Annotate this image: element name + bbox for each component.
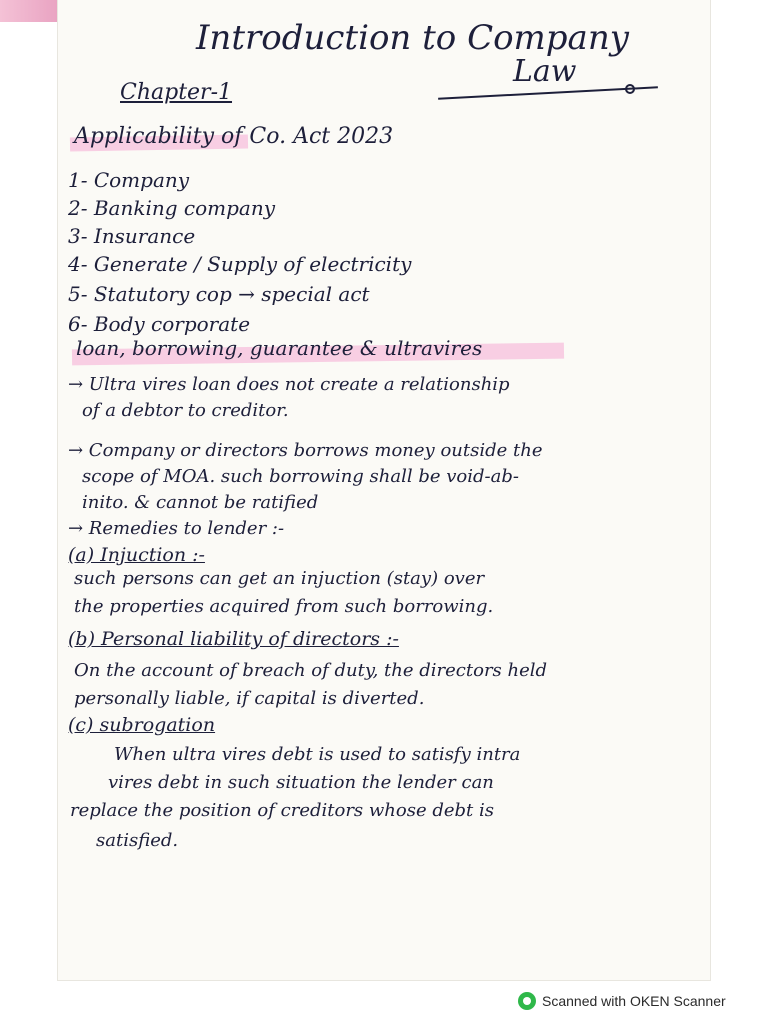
list-item: 2- Banking company [68, 196, 276, 220]
note-line: When ultra vires debt is used to satisfy intra [114, 744, 521, 765]
title-line-1: Introduction to Company [196, 18, 629, 58]
note-line: → Company or directors borrows money outside the [68, 440, 543, 461]
section-heading-applicability: Applicability of Co. Act 2023 [74, 124, 394, 149]
note-line: vires debt in such situation the lender can [108, 772, 494, 793]
chapter-label: Chapter-1 [120, 80, 233, 105]
note-line: the properties acquired from such borrowing. [74, 596, 494, 617]
note-line: satisfied. [96, 830, 179, 851]
note-line: → Remedies to lender :- [68, 518, 285, 539]
list-item: 3- Insurance [68, 224, 196, 248]
oken-scanner-logo-icon [518, 992, 536, 1010]
note-line: On the account of breach of duty, the directors held [74, 660, 548, 681]
page-edge-highlight [0, 0, 58, 22]
subheading-subrogation: (c) subrogation [68, 714, 216, 736]
watermark-text: Scanned with OKEN Scanner [542, 993, 726, 1009]
scanner-watermark [518, 990, 726, 1012]
note-line: inito. & cannot be ratified [82, 492, 319, 513]
list-item: 6- Body corporate [68, 312, 251, 336]
note-line: personally liable, if capital is diverted. [74, 688, 425, 709]
note-line: scope of MOA. such borrowing shall be void-ab- [82, 466, 519, 487]
notebook-page [58, 0, 710, 980]
title-line-2: Law [513, 54, 577, 89]
note-line: replace the position of creditors whose debt is [70, 800, 494, 821]
note-line: → Ultra vires loan does not create a relationship [68, 374, 510, 395]
list-item: 5- Statutory cop → special act [68, 282, 370, 306]
list-item: 4- Generate / Supply of electricity [68, 252, 412, 276]
subheading-injuction: (a) Injuction :- [68, 544, 205, 566]
title-dot [625, 84, 635, 94]
note-line: of a debtor to creditor. [82, 400, 289, 421]
section-heading-loan: loan, borrowing, guarantee & ultravires [76, 336, 483, 360]
subheading-personal-liability: (b) Personal liability of directors :- [68, 628, 399, 650]
note-line: such persons can get an injuction (stay) over [74, 568, 485, 589]
list-item: 1- Company [68, 168, 190, 192]
